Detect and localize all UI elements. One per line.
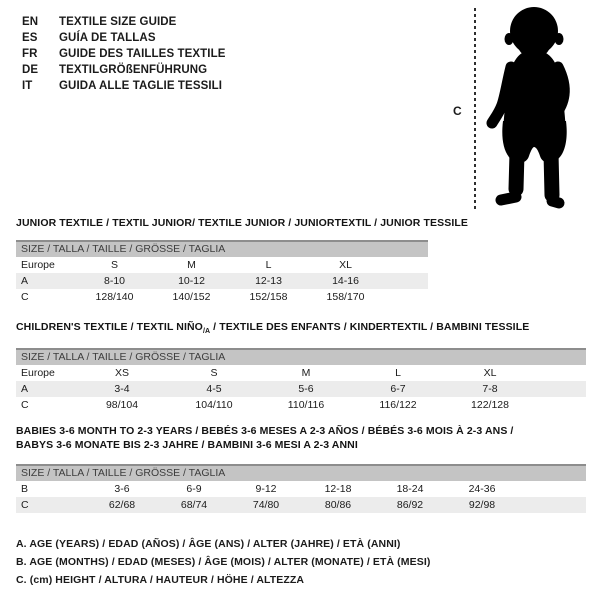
size-cell: 74/80 [230, 497, 302, 513]
size-cell: 128/140 [95, 290, 134, 303]
size-cell: 122/128 [471, 398, 509, 411]
size-cell: 18-24 [396, 482, 424, 495]
language-label: TEXTILE SIZE GUIDE [59, 16, 177, 28]
size-cell: 92/98 [446, 497, 518, 513]
size-cell: 62/68 [86, 497, 158, 513]
table-row [16, 365, 586, 381]
row-label: C [21, 290, 29, 303]
size-cell: 7-8 [444, 381, 536, 397]
empty-cell [536, 397, 586, 413]
size-cell: 9-12 [255, 482, 277, 495]
footnote-b: B. AGE (MONTHS) / EDAD (MESES) / ÂGE (MOIS) / ALTER (MONATE) / ETÀ (MESI) [16, 556, 431, 568]
row-label: B [21, 482, 29, 495]
size-cell: 140/152 [172, 290, 211, 303]
size-cell: XL [339, 258, 352, 271]
size-cell: 4-5 [168, 381, 260, 397]
language-row [22, 46, 226, 62]
size-cell: 3-6 [114, 482, 130, 495]
size-header-bar: SIZE / TALLA / TAILLE / GRÖSSE / TAGLIA [16, 465, 586, 481]
size-cell: L [265, 258, 272, 271]
language-code: EN [22, 16, 39, 28]
footnote-c: C. (cm) HEIGHT / ALTURA / HAUTEUR / HÖHE / ALTEZZA [16, 574, 305, 586]
size-cell: 6-9 [186, 482, 202, 495]
size-cell: 14-16 [307, 273, 384, 289]
size-cell: M [301, 366, 311, 379]
empty-cell [384, 257, 428, 273]
size-cell: 116/122 [379, 398, 417, 411]
table-row [16, 497, 586, 513]
size-cell: 110/116 [287, 398, 325, 411]
size-cell: 104/110 [195, 398, 233, 411]
language-code: FR [22, 48, 38, 60]
empty-cell [536, 365, 586, 381]
language-list [22, 14, 226, 94]
baby-silhouette-icon [482, 5, 587, 210]
empty-cell [384, 289, 428, 305]
empty-cell [518, 497, 586, 513]
height-dashed-line [474, 8, 476, 209]
language-label: TEXTILGRÖßENFÜHRUNG [59, 64, 208, 76]
size-cell: 158/170 [326, 290, 365, 303]
table-row [16, 381, 586, 397]
language-code: ES [22, 32, 38, 44]
size-cell: 24-36 [468, 482, 496, 495]
children-table-title-text: / TEXTILE DES ENFANTS / KINDERTEXTIL / BAMBINI TESSILE [210, 321, 530, 333]
row-label: C [16, 497, 86, 513]
size-cell: 98/104 [105, 398, 139, 411]
junior-table-title-text: JUNIOR TEXTILE / TEXTIL JUNIOR/ TEXTILE JUNIOR / JUNIORTEXTIL / JUNIOR TESSILE [16, 217, 468, 229]
children-table-title-text: CHILDREN'S TEXTILE / TEXTIL NIÑO [16, 321, 203, 333]
size-cell: 68/74 [158, 497, 230, 513]
row-label: C [21, 398, 29, 411]
size-cell: L [395, 366, 401, 379]
table-row [16, 289, 428, 305]
footnotes [16, 535, 430, 589]
children-table-section [16, 321, 586, 413]
size-cell: S [210, 366, 218, 379]
language-label: GUIDE DES TAILLES TEXTILE [59, 48, 226, 60]
size-cell: 10-12 [153, 273, 230, 289]
size-cell: XL [483, 366, 497, 379]
size-cell: 152/158 [249, 290, 288, 303]
language-row [22, 78, 226, 94]
row-label: Europe [21, 258, 55, 271]
row-label: A [16, 273, 76, 289]
language-row [22, 62, 226, 78]
size-cell: 12-13 [230, 273, 307, 289]
size-cell: XS [114, 366, 129, 379]
language-row [22, 30, 226, 46]
junior-table-section [16, 217, 468, 305]
table-row [16, 481, 586, 497]
row-label: A [16, 381, 76, 397]
size-cell: S [110, 258, 118, 271]
language-code: IT [22, 80, 33, 92]
size-cell: 12-18 [324, 482, 352, 495]
size-header-bar: SIZE / TALLA / TAILLE / GRÖSSE / TAGLIA [16, 349, 586, 365]
height-label: C [453, 104, 462, 118]
junior-table-title [16, 217, 468, 230]
empty-cell [536, 381, 586, 397]
size-cell: 6-7 [352, 381, 444, 397]
children-table-title [16, 321, 586, 338]
language-row [22, 14, 226, 30]
size-cell: 3-4 [76, 381, 168, 397]
babies-table [16, 464, 586, 513]
children-table-title-sub: /A [202, 328, 211, 336]
table-row [16, 273, 428, 289]
babies-table-title [16, 424, 586, 452]
babies-table-title-line2: BABYS 3-6 MONATE BIS 2-3 JAHRE / BAMBINI 3-6 MESI A 2-3 ANNI [16, 439, 358, 451]
size-cell: 80/86 [302, 497, 374, 513]
table-row [16, 397, 586, 413]
babies-table-title-line1: BABIES 3-6 MONTH TO 2-3 YEARS / BEBÉS 3-6 MESES A 2-3 AÑOS / BÉBÉS 3-6 MOIS À 2-3 ANS / [16, 425, 514, 437]
children-table [16, 348, 586, 413]
footnote-a: A. AGE (YEARS) / EDAD (AÑOS) / ÂGE (ANS) / ALTER (JAHRE) / ETÀ (ANNI) [16, 538, 401, 550]
empty-cell [384, 273, 428, 289]
babies-table-section [16, 424, 586, 513]
language-label: GUIDA ALLE TAGLIE TESSILI [59, 80, 223, 92]
size-header-bar: SIZE / TALLA / TAILLE / GRÖSSE / TAGLIA [16, 241, 428, 257]
size-cell: 86/92 [374, 497, 446, 513]
size-cell: M [187, 258, 196, 271]
row-label: Europe [21, 366, 55, 379]
table-row [16, 257, 428, 273]
size-cell: 5-6 [260, 381, 352, 397]
language-code: DE [22, 64, 39, 76]
language-label: GUÍA DE TALLAS [59, 32, 156, 44]
empty-cell [518, 481, 586, 497]
junior-table [16, 240, 428, 305]
size-cell: 8-10 [76, 273, 153, 289]
